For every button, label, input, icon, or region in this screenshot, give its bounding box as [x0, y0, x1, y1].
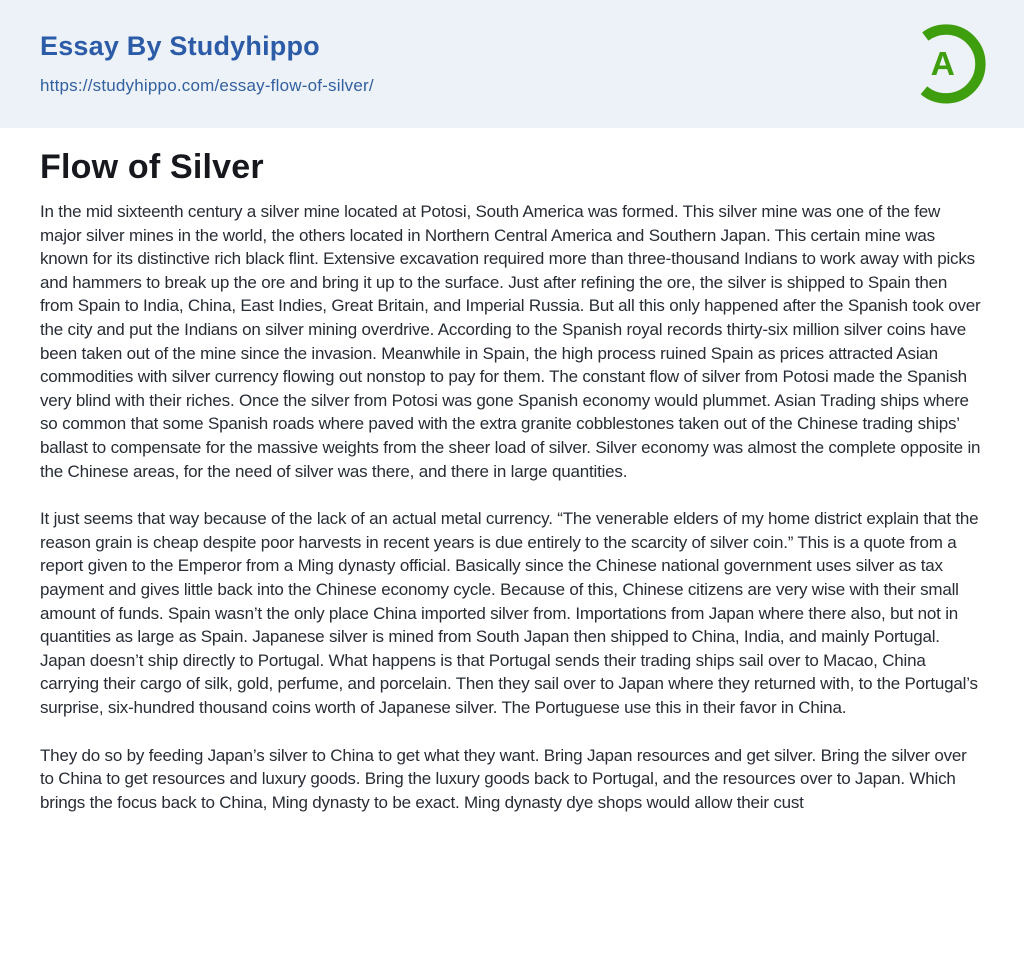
essay-paragraph-2: It just seems that way because of the lack of an actual metal currency. “The venerable elders of my home district explain that the reason grain is cheap despite poor harvests in recent years is due entirely to the scarcity of silver coin.” This is a quote from a report given to the Emperor from a Ming dynasty official. Basically since the Chinese national government uses silver as tax payment and gives little back into the Chinese economy cycle. Because of this, Chinese citizens are very wise with their small amount of funds. Spain wasn’t the only place China imported silver from. Importations from Japan where there also, but not in quantities as large as Spain. Japanese silver is mined from South Japan then shipped to China, India, and mainly Portugal. Japan doesn’t ship directly to Portugal. What happens is that Portugal sends their trading ships sail over to Macao, China carrying their cargo of silk, gold, perfume, and porcelain. Then they sail over to Japan where they returned with, to the Portugal’s surprise, six-hundred thousand coins worth of Japanese silver. The Portuguese use this in their favor in China. — [40, 509, 979, 717]
essay-content — [0, 128, 1024, 814]
header-text-block — [40, 32, 374, 97]
page-url: https://studyhippo.com/essay-flow-of-silver/ — [40, 76, 374, 96]
studyhippo-logo-icon — [906, 24, 986, 104]
site-title: Essay By Studyhippo — [40, 30, 320, 61]
essay-paragraph-3: They do so by feeding Japan’s silver to China to get what they want. Bring Japan resources and get silver. Bring the silver over to China to get resources and luxury goods. Bring the luxury goods back to Portugal, and the resources over to Japan. Which brings the focus back to China, Ming dynasty to be exact. Ming dynasty dye shops would allow their cust — [40, 745, 967, 812]
page-header — [0, 0, 1024, 128]
essay-title: Flow of Silver — [40, 148, 264, 186]
logo-letter: A — [930, 46, 955, 84]
essay-paragraph-1: In the mid sixteenth century a silver mine located at Potosi, South America was formed. This silver mine was one of the few major silver mines in the world, the others located in Northern Central America and Southern Japan. This certain mine was known for its distinctive rich black flint. Extensive excavation required more than three-thousand Indians to work away with picks and hammers to break up the ore and bring it up to the surface. Just after refining the ore, the silver is shipped to Spain then from Spain to India, China, East Indies, Great Britain, and Imperial Russia. But all this only happened after the Spanish took over the city and put the Indians on silver mining overdrive. According to the Spanish royal records thirty-six million silver coins have been taken out of the mine since the invasion. Meanwhile in Spain, the high process ruined Spain as prices attracted Asian commodities with silver currency flowing out nonstop to pay for them. The constant flow of silver from Potosi made the Spanish very blind with their riches. Once the silver from Potosi was gone Spanish economy would plummet. Asian Trading ships where so common that some Spanish roads where paved with the extra granite cobblestones taken out of the Chinese trading ships’ ballast to compensate for the massive weights from the sheer load of silver. Silver economy was almost the complete opposite in the Chinese areas, for the need of silver was there, and there in large quantities. — [40, 202, 981, 481]
